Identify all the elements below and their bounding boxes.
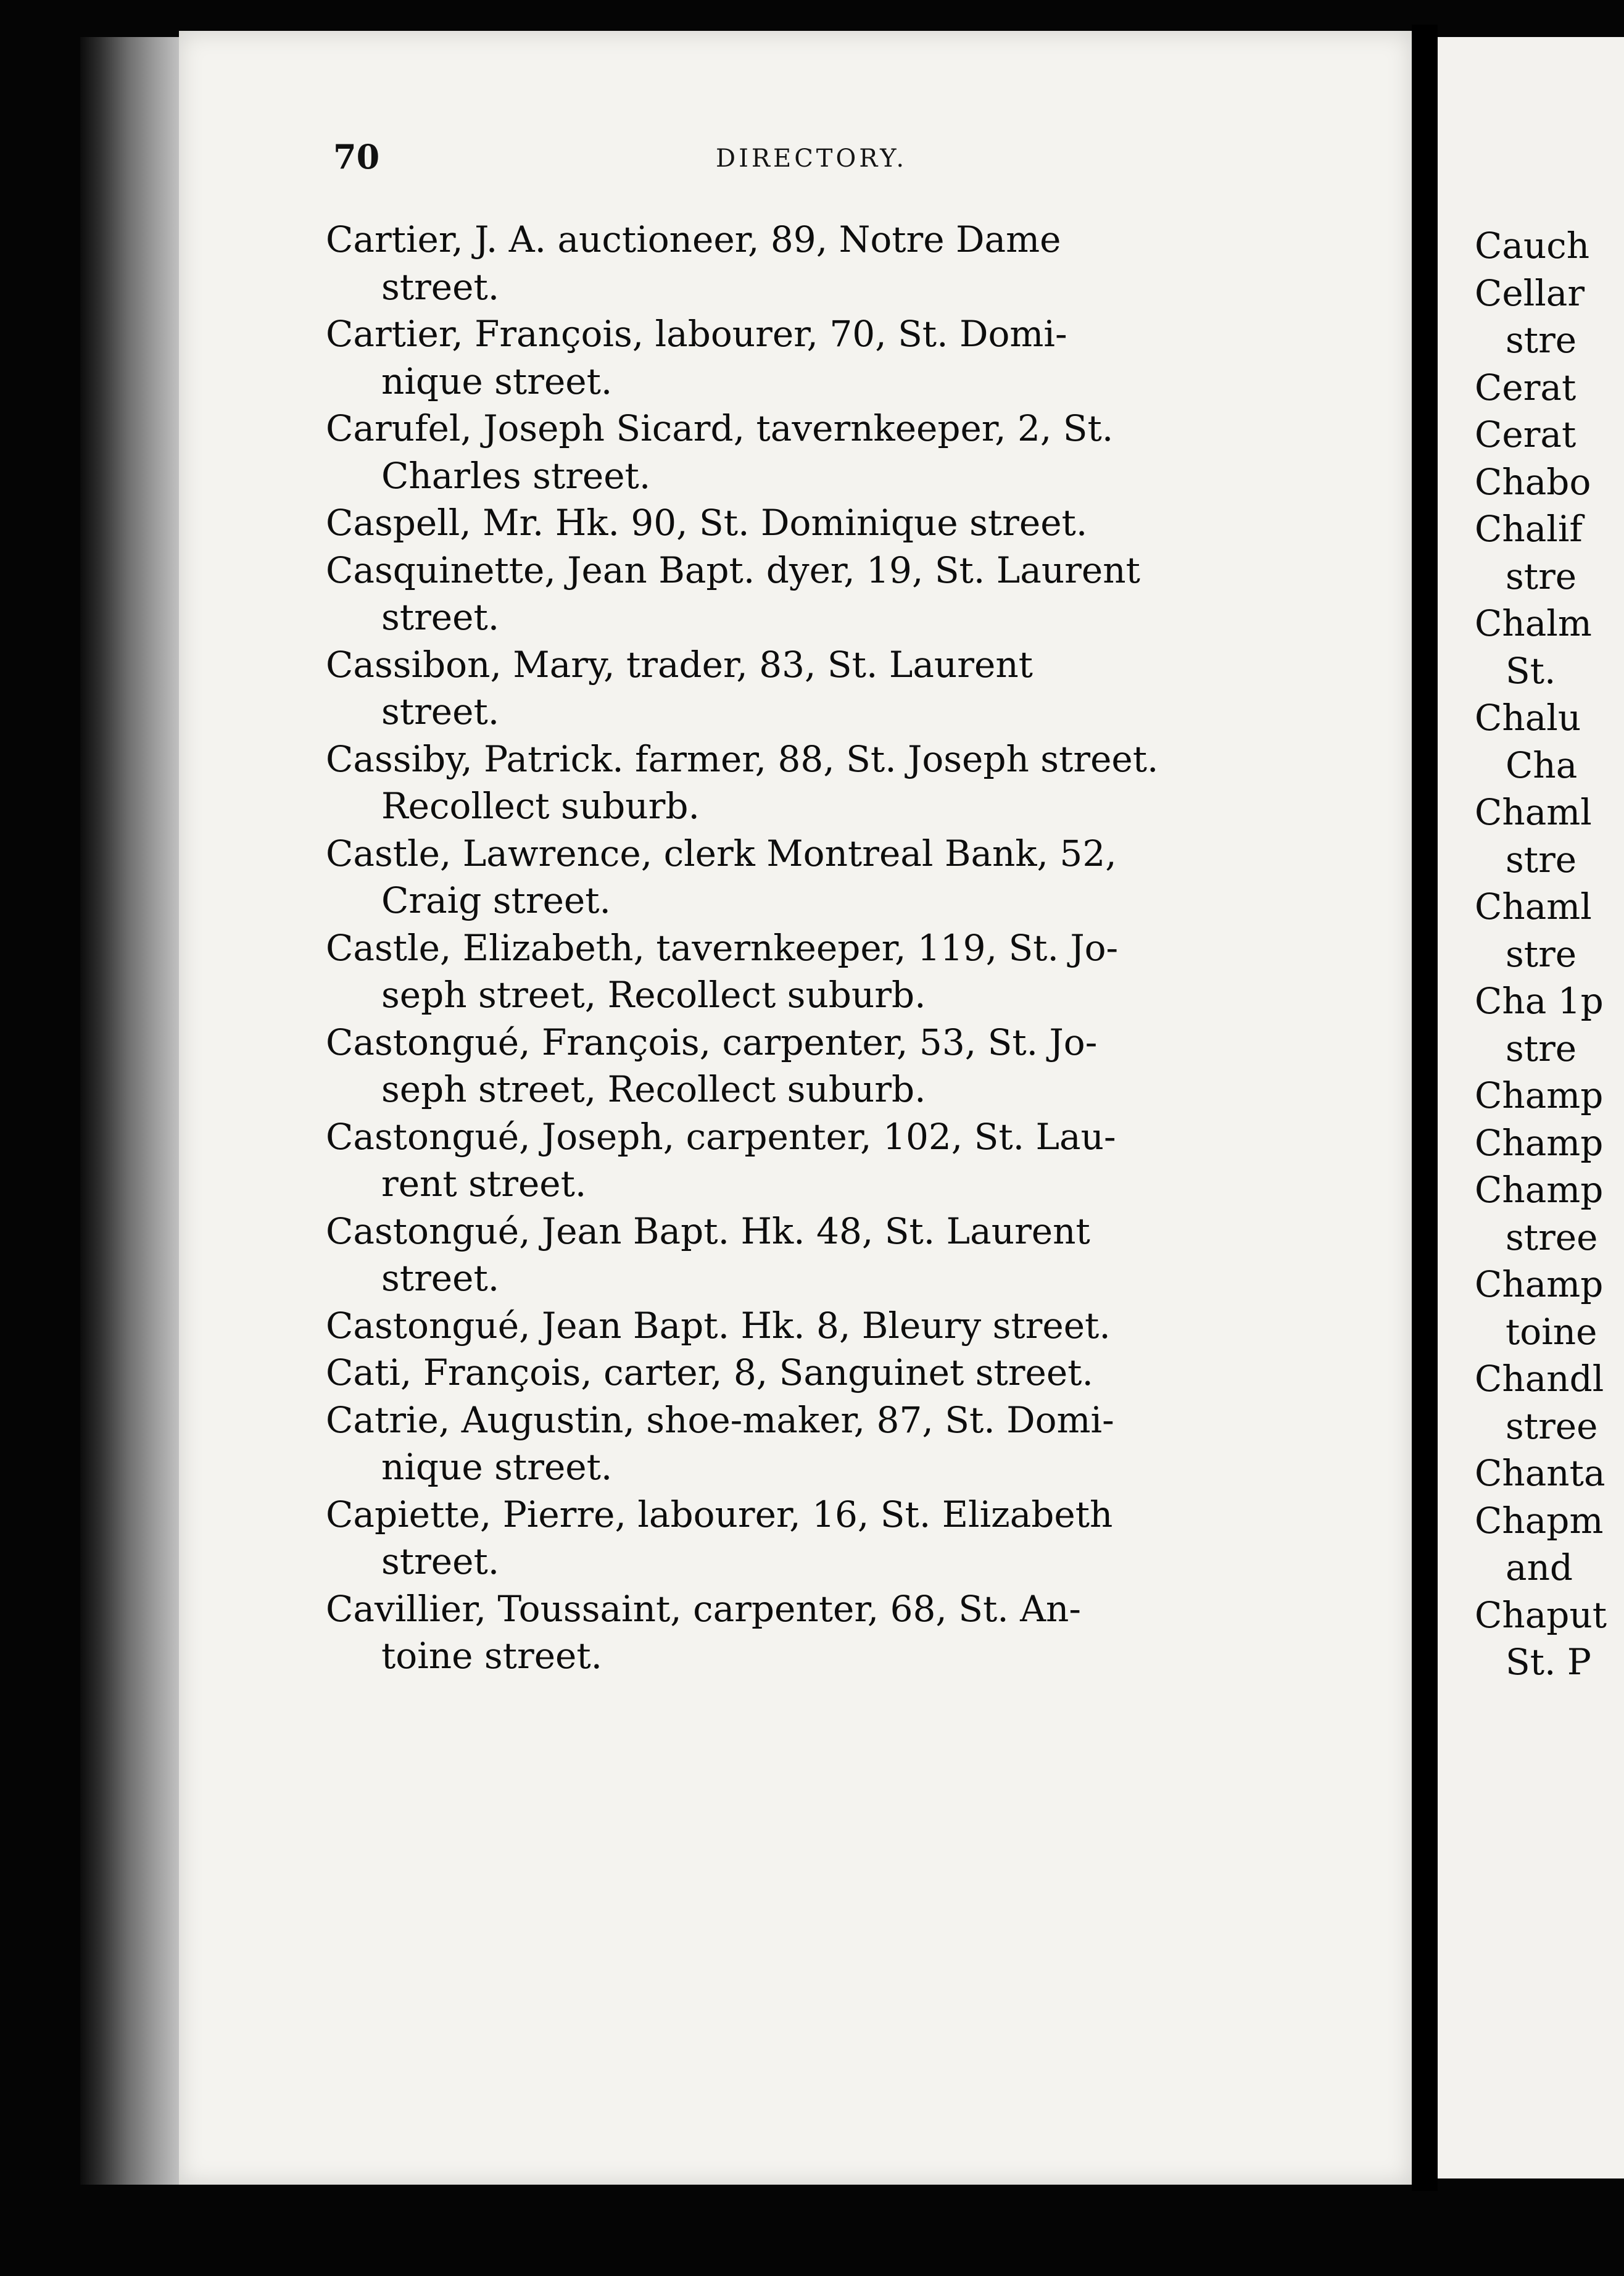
facing-page-line: Cauch xyxy=(1475,225,1590,267)
entry-continuation-line: street. xyxy=(381,691,500,733)
facing-page-line: stree xyxy=(1506,1405,1598,1447)
entry-line: Castongué, François, carpenter, 53, St. Jo- xyxy=(326,1021,1098,1063)
facing-page-line: Chapm xyxy=(1475,1499,1604,1542)
directory-entry xyxy=(326,830,1338,924)
facing-page-line: Chaput xyxy=(1475,1593,1607,1636)
directory-entry xyxy=(326,310,1338,405)
facing-page-line: stree xyxy=(1506,1216,1598,1258)
directory-entry xyxy=(326,499,1338,547)
entry-line: Cartier, François, labourer, 70, St. Domi- xyxy=(326,313,1067,355)
entry-continuation-line: nique street. xyxy=(381,1446,613,1488)
facing-page-line: stre xyxy=(1506,1027,1577,1069)
facing-page-line: St. xyxy=(1506,649,1556,692)
directory-entry xyxy=(326,216,1338,310)
entry-line: Catrie, Augustin, shoe-maker, 87, St. Domi- xyxy=(326,1398,1114,1441)
directory-entry xyxy=(326,1585,1338,1680)
entry-line: Cavillier, Toussaint, carpenter, 68, St. An- xyxy=(326,1587,1082,1630)
entry-continuation-line: Recollect suburb. xyxy=(381,785,700,827)
entry-line: Castle, Lawrence, clerk Montreal Bank, 52, xyxy=(326,832,1117,874)
entry-continuation-line: rent street. xyxy=(381,1163,587,1205)
facing-page-line: Champ xyxy=(1475,1121,1604,1164)
facing-page-line: St. P xyxy=(1506,1641,1591,1683)
directory-entry xyxy=(326,924,1338,1019)
facing-page-line: Chaml xyxy=(1475,886,1592,928)
directory-entry xyxy=(326,1491,1338,1585)
facing-page-line: Chalu xyxy=(1475,697,1581,739)
facing-page-line: Cellar xyxy=(1475,272,1585,314)
facing-page-line: Cerat xyxy=(1475,366,1576,409)
facing-page-line: Champ xyxy=(1475,1263,1604,1305)
running-head: DIRECTORY. xyxy=(716,144,908,173)
entry-continuation-line: street. xyxy=(381,1540,500,1582)
directory-entries xyxy=(326,216,1338,1975)
facing-page-line: stre xyxy=(1506,555,1577,597)
entry-continuation-line: street. xyxy=(381,1257,500,1299)
entry-continuation-line: seph street, Recollect suburb. xyxy=(381,974,926,1016)
entry-line: Capiette, Pierre, labourer, 16, St. Elizabeth xyxy=(326,1493,1113,1535)
facing-page-line: Chalif xyxy=(1475,508,1583,550)
entry-line: Castongué, Joseph, carpenter, 102, St. Lau- xyxy=(326,1115,1116,1158)
directory-entry xyxy=(326,1113,1338,1208)
entry-continuation-line: street. xyxy=(381,596,500,638)
book-spine xyxy=(80,37,188,2185)
entry-line: Castle, Elizabeth, tavernkeeper, 119, St. Jo- xyxy=(326,926,1119,969)
facing-page-line: stre xyxy=(1506,319,1577,361)
facing-page-text xyxy=(1475,222,1624,1686)
directory-entry xyxy=(326,405,1338,499)
entry-line: Castongué, Jean Bapt. Hk. 8, Bleury street. xyxy=(326,1304,1111,1347)
directory-entry xyxy=(326,547,1338,641)
entry-continuation-line: street. xyxy=(381,265,500,308)
facing-page-line: and xyxy=(1506,1547,1573,1589)
facing-page-line: stre xyxy=(1506,932,1577,975)
entry-continuation-line: toine street. xyxy=(381,1635,603,1677)
entry-line: Cassibon, Mary, trader, 83, St. Laurent xyxy=(326,643,1033,686)
facing-page-line: Chaml xyxy=(1475,791,1592,833)
facing-page-line: stre xyxy=(1506,838,1577,881)
entry-line: Carufel, Joseph Sicard, tavernkeeper, 2, St. xyxy=(326,407,1114,449)
facing-page-line: Chanta xyxy=(1475,1452,1605,1494)
directory-entry xyxy=(326,1019,1338,1113)
entry-line: Casquinette, Jean Bapt. dyer, 19, St. Laurent xyxy=(326,549,1140,591)
facing-page-line: Chandl xyxy=(1475,1358,1604,1400)
entry-line: Cartier, J. A. auctioneer, 89, Notre Dame xyxy=(326,218,1061,260)
facing-page-line: Chabo xyxy=(1475,460,1591,503)
facing-page-line: Cha xyxy=(1506,744,1578,786)
page-number: 70 xyxy=(333,137,380,177)
directory-entry xyxy=(326,736,1338,830)
directory-entry xyxy=(326,1349,1338,1397)
directory-entry xyxy=(326,1208,1338,1302)
facing-page-line: Champ xyxy=(1475,1074,1604,1116)
directory-entry xyxy=(326,1302,1338,1350)
page-header xyxy=(333,137,1351,180)
entry-line: Castongué, Jean Bapt. Hk. 48, St. Laurent xyxy=(326,1210,1090,1252)
entry-line: Caspell, Mr. Hk. 90, St. Dominique street. xyxy=(326,502,1088,544)
entry-line: Cati, François, carter, 8, Sanguinet street. xyxy=(326,1352,1093,1393)
entry-line: Cassiby, Patrick. farmer, 88, St. Joseph street. xyxy=(326,737,1159,780)
facing-page-line: toine xyxy=(1506,1310,1597,1353)
directory-entry xyxy=(326,641,1338,736)
facing-page-line: Cha 1p xyxy=(1475,980,1604,1022)
facing-page-line: Cerat xyxy=(1475,413,1576,455)
entry-continuation-line: nique street. xyxy=(381,360,613,402)
entry-continuation-line: seph street, Recollect suburb. xyxy=(381,1068,926,1110)
entry-continuation-line: Charles street. xyxy=(381,454,651,497)
entry-continuation-line: Craig street. xyxy=(381,879,611,921)
page-gutter xyxy=(1412,25,1438,2191)
directory-entry xyxy=(326,1397,1338,1491)
facing-page-line: Chalm xyxy=(1475,602,1592,644)
facing-page-line: Champ xyxy=(1475,1169,1604,1211)
